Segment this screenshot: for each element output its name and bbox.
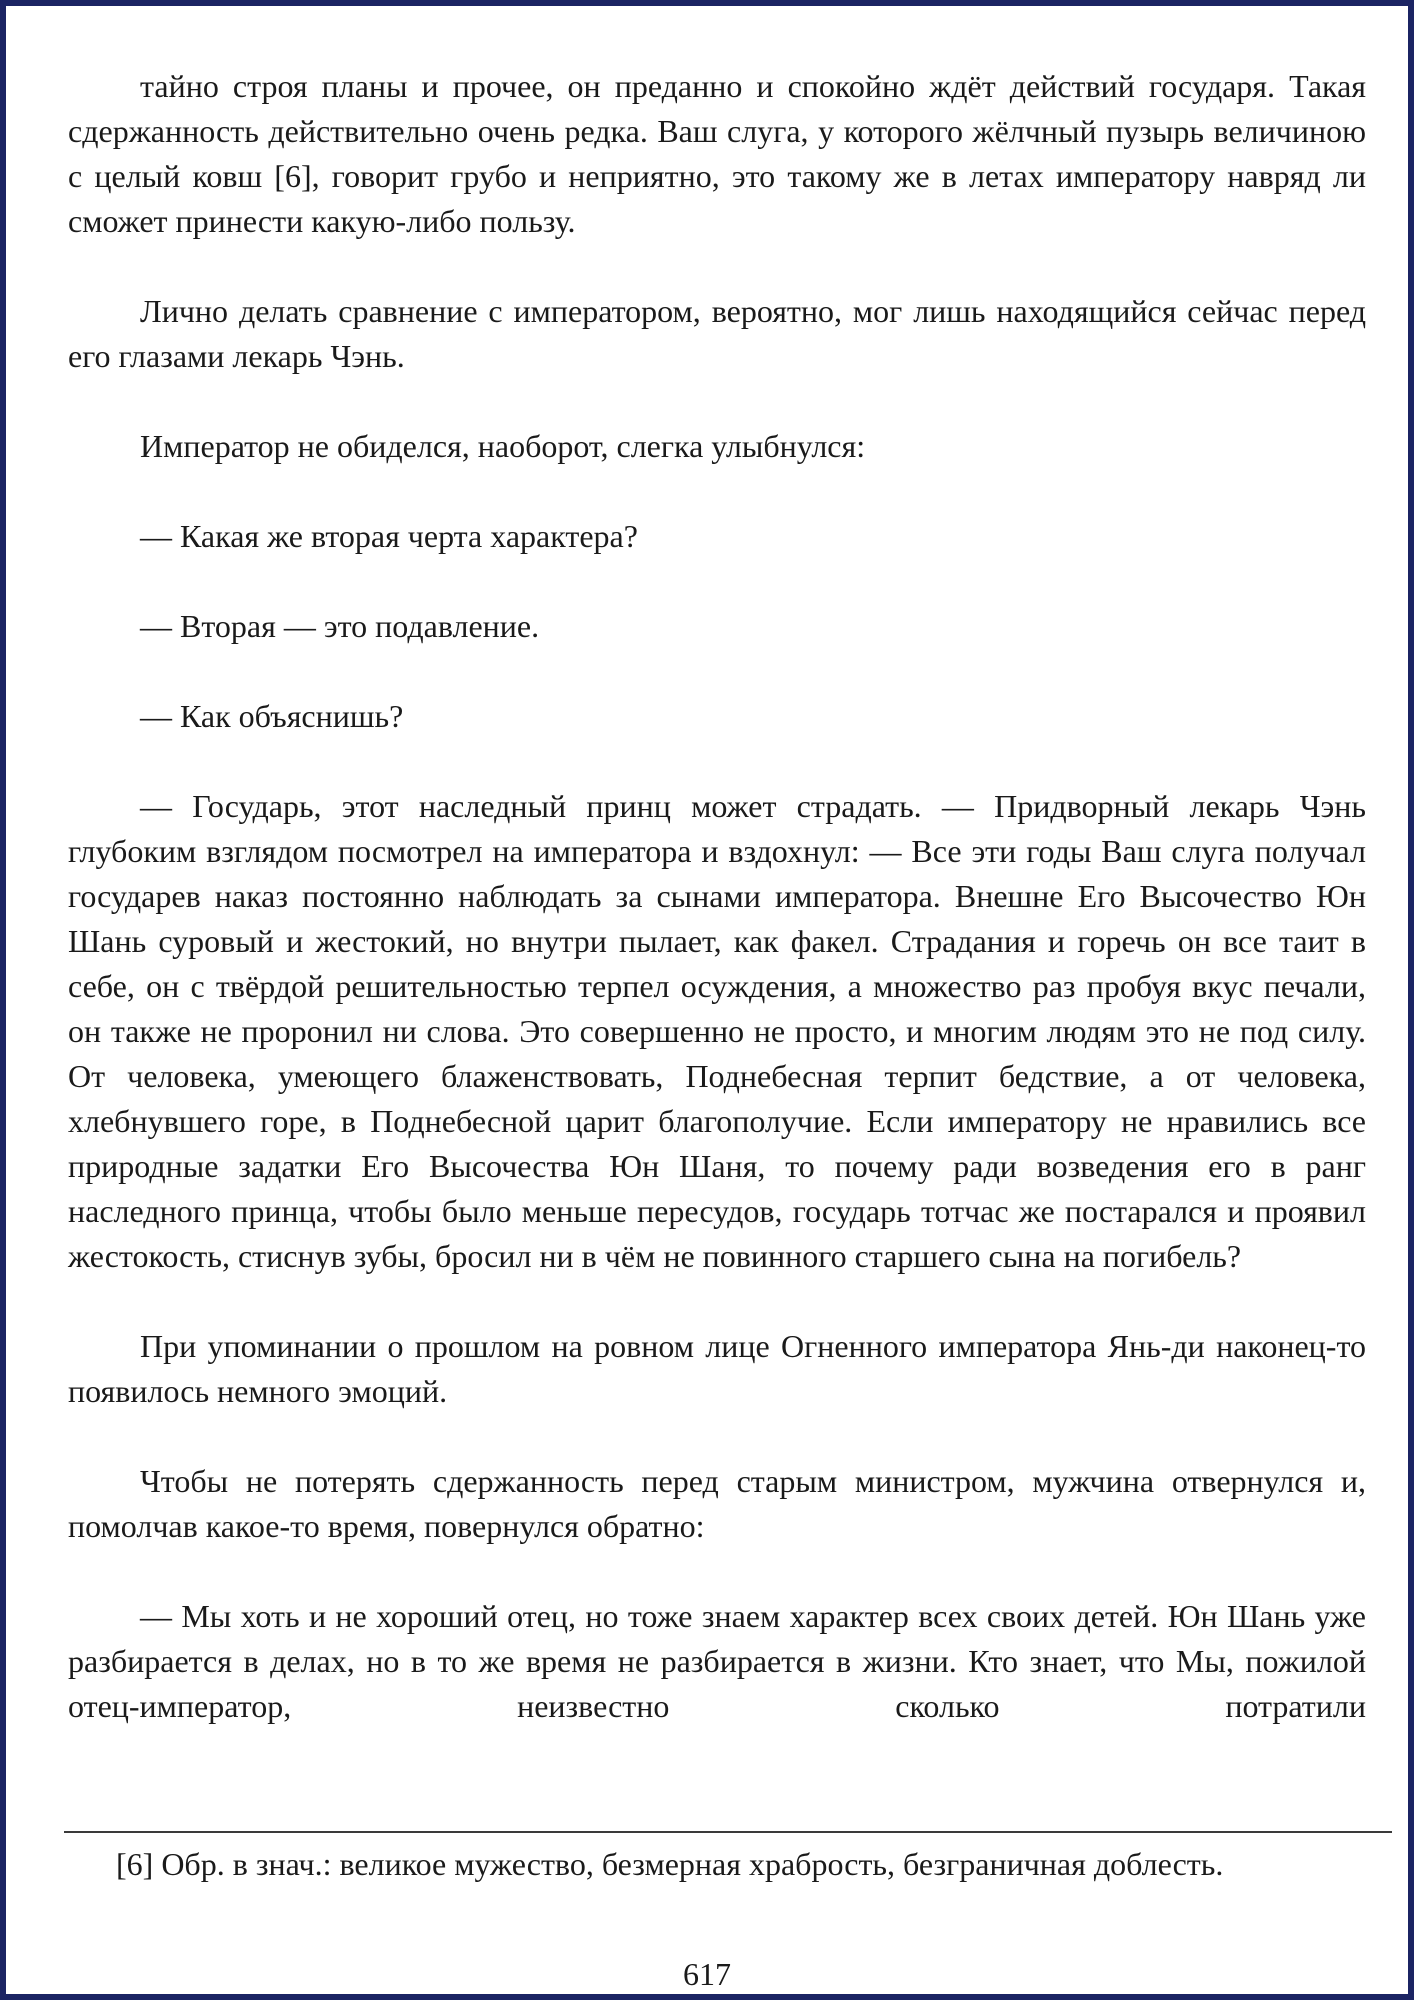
paragraph-6: — Как объяснишь? [140, 698, 404, 734]
paragraph-8: При упоминании о прошлом на ровном лице Огненного императора Янь-ди наконец-то появилось немного эмоций. [68, 1328, 1366, 1409]
text-body [68, 64, 1366, 1729]
footnote: [6] Обр. в знач.: великое мужество, безмерная храбрость, безграничная доблесть. [116, 1846, 1224, 1882]
paragraph-1: тайно строя планы и прочее, он преданно и спокойно ждёт действий государя. Такая сдержанность действительно очень редка. Ваш слуга, у которого жёлчный пузырь величиною с целый ковш [6], говорит грубо и неприятно, это такому же в летах императору навряд ли сможет принести какую-либо пользу. [68, 68, 1366, 239]
paragraph-3: Император не обиделся, наоборот, слегка улыбнулся: [140, 428, 866, 464]
paragraph-2: Лично делать сравнение с императором, вероятно, мог лишь находящийся сейчас перед его глазами лекарь Чэнь. [68, 293, 1366, 374]
paragraph-10: — Мы хоть и не хороший отец, но тоже знаем характер всех своих детей. Юн Шань уже разбирается в делах, но в то же время не разбирается в жизни. Кто знает, что Мы, пожилой отец-император, неизвестно сколько потратили [68, 1598, 1366, 1724]
paragraph-5: — Вторая — это подавление. [140, 608, 540, 644]
paragraph-4: — Какая же вторая черта характера? [140, 518, 638, 554]
paragraph-7: — Государь, этот наследный принц может страдать. — Придворный лекарь Чэнь глубоким взглядом посмотрел на императора и вздохнул: — Все эти годы Ваш слуга получал государев наказ постоянно наблюдать за сынами императора. Внешне Его Высочество Юн Шань суровый и жестокий, но внутри пылает, как факел. Страдания и горечь он все таит в себе, он с твёрдой решительностью терпел осуждения, а множество раз пробуя вкус печали, он также не проронил ни слова. Это совершенно не просто, и многим людям это не под силу. От человека, умеющего блаженствовать, Поднебесная терпит бедствие, а от человека, хлебнувшего горе, в Поднебесной царит благополучие. Если императору не нравились все природные задатки Его Высочества Юн Шаня, то почему ради возведения его в ранг наследного принца, чтобы было меньше пересудов, государь тотчас же постарался и проявил жестокость, стиснув зубы, бросил ни в чём не повинного старшего сына на погибель? [68, 788, 1366, 1274]
footnote-divider [64, 1831, 1392, 1833]
page-number: 617 [683, 1956, 731, 1992]
paragraph-9: Чтобы не потерять сдержанность перед старым министром, мужчина отвернулся и, помолчав какое-то время, повернулся обратно: [68, 1463, 1366, 1544]
